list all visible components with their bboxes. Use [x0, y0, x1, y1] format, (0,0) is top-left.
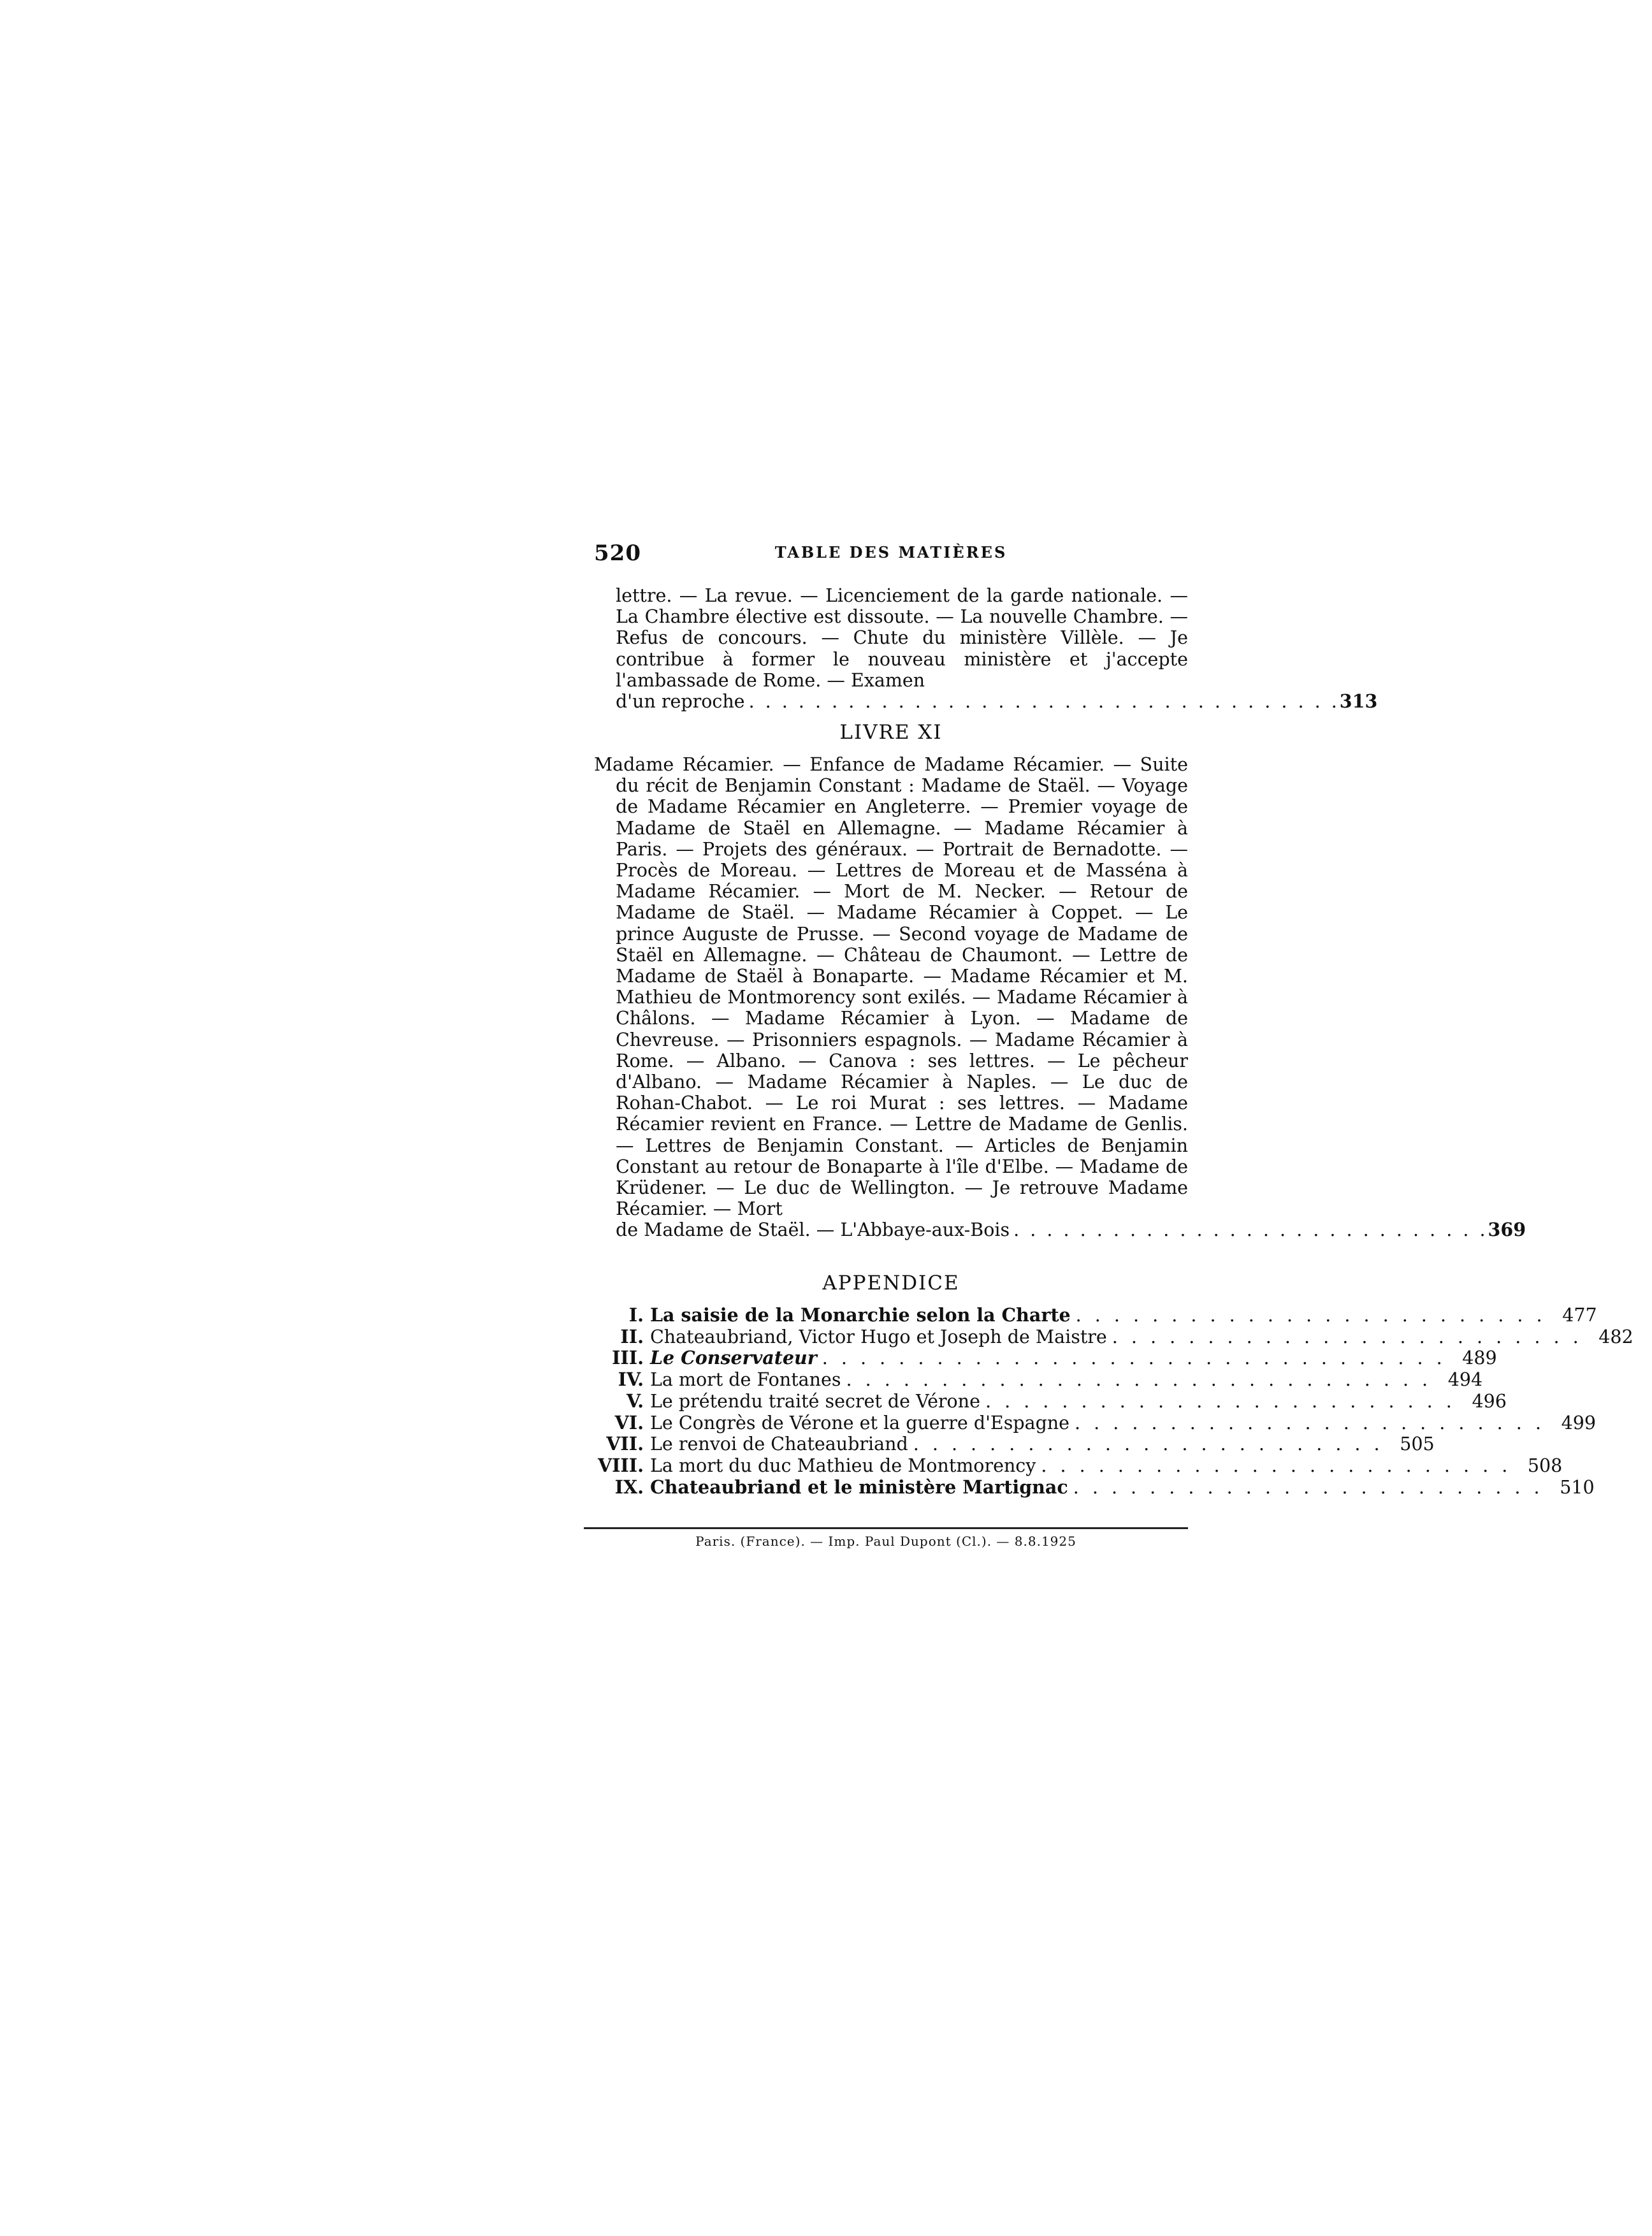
chapter-summary-text: lettre. — La revue. — Licenciement de la garde nationale. — La Chambre élective est dissoute. — La nouvelle Chambre. — Refus de concours. — Chute du ministère Villèle. — Je contribue à former le nouveau ministère et j'accepte l'ambassade de Rome. — Examen — [616, 585, 1188, 691]
appendix-item-number: IX. — [614, 1476, 644, 1498]
livre-heading: LIVRE XI — [839, 721, 943, 744]
appendix-item — [585, 1368, 1483, 1391]
dot-leader: . . . . . . . . . . . . . . . . . . . . . . . . . — [913, 1434, 1384, 1455]
appendix-item-page: 482 — [1598, 1326, 1634, 1347]
appendix-item-page: 496 — [1472, 1390, 1507, 1412]
appendix-item-number: IV. — [618, 1368, 644, 1391]
page-reference: 369 — [1488, 1219, 1526, 1241]
dot-leader: . . . . . . . . . . . . . . . . . . . . . . . . . — [1075, 1412, 1545, 1434]
appendix-item-number: I. — [628, 1304, 644, 1326]
dot-leader: . . . . . . . . . . . . . . . . . . . . . . . . . — [985, 1390, 1456, 1412]
appendix-item-title: La mort de Fontanes — [650, 1369, 841, 1391]
dot-leader: . . . . . . . . . . . . . . . . . . . . . . . . . . . . . . . — [846, 1369, 1432, 1391]
appendix-item-title: Le prétendu traité secret de Vérone — [650, 1390, 980, 1412]
appendix-item-title: Le Conservateur — [650, 1347, 817, 1369]
appendix-item-number: III. — [612, 1347, 644, 1369]
appendix-item — [585, 1433, 1435, 1455]
appendix-item — [585, 1390, 1507, 1412]
appendix-item — [585, 1454, 1563, 1477]
page-reference: 313 — [1339, 690, 1378, 713]
appendix-item-title: La saisie de la Monarchie selon la Charte — [650, 1304, 1071, 1326]
chapter-summary-last-text: d'un reproche — [616, 691, 745, 713]
appendix-item — [585, 1325, 1634, 1348]
appendix-item-title: Le renvoi de Chateaubriand — [650, 1434, 908, 1455]
colophon-rule — [584, 1527, 1188, 1529]
livre-summary-text: Madame Récamier. — Enfance de Madame Récamier. — Suite du récit de Benjamin Constant : Madame de Staël. — Voyage de Madame Récamier en Angleterre. — Premier voyage de Madame de Staël en Allemagne. — Madame Récamier à Paris. — Projets des généraux. — Portrait de Bernadotte. — Procès de Moreau. — Lettres de Moreau et de Masséna à Madame Récamier. — Mort de M. Necker. — Retour de Madame de Staël. — Madame Récamier à Coppet. — Le prince Auguste de Prusse. — Second voyage de Madame de Staël en Allemagne. — Château de Chaumont. — Lettre de Madame de Staël à Bonaparte. — Madame Récamier et M. Mathieu de Montmorency sont exilés. — Madame Récamier à Châlons. — Madame Récamier à Lyon. — Madame de Chevreuse. — Prisonniers espagnols. — Madame Récamier à Rome. — Albano. — Canova : ses lettres. — Le pêcheur d'Albano. — Madame Récamier à Naples. — Le duc de Rohan-Chabot. — Le roi Murat : ses lettres. — Madame Récamier revient en France. — Lettre de Madame de Genlis. — Lettres de Benjamin Constant. — Articles de Benjamin Constant au retour de Bonaparte à l'île d'Elbe. — Madame de Krüdener. — Le duc de Wellington. — Je retrouve Madame Récamier. — Mort — [594, 754, 1188, 1220]
appendix-item-page: 477 — [1562, 1305, 1597, 1326]
chapter-summary-continuation — [616, 585, 1378, 713]
appendix-heading: APPENDICE — [822, 1272, 960, 1295]
livre-summary-last-text: de Madame de Staël. — L'Abbaye-aux-Bois — [616, 1219, 1010, 1241]
appendix-item-page: 499 — [1561, 1412, 1596, 1434]
appendix-item-title: Chateaubriand et le ministère Martignac — [650, 1476, 1068, 1498]
appendix-item — [585, 1476, 1595, 1499]
dot-leader: . . . . . . . . . . . . . . . . . . . . . . . . . — [1073, 1476, 1544, 1498]
dot-leader: . . . . . . . . . . . . . . . . . . . . . . . . . . . . . . . . . — [822, 1347, 1446, 1369]
appendix-item-number: VIII. — [597, 1454, 644, 1476]
livre-summary — [594, 754, 1526, 1241]
dot-leader: . . . . . . . . . . . . . . . . . . . . . . . . . — [1075, 1305, 1546, 1326]
appendix-item-number: V. — [626, 1390, 644, 1412]
appendix-item-number: II. — [620, 1325, 644, 1347]
appendix-item — [585, 1347, 1497, 1369]
page-header — [594, 541, 1188, 566]
dot-leader: . . . . . . . . . . . . . . . . . . . . . . . . . — [1112, 1326, 1583, 1347]
page-number: 520 — [594, 541, 641, 566]
appendix-item-title: Le Congrès de Vérone et la guerre d'Espagne — [650, 1412, 1070, 1434]
running-title: TABLE DES MATIÈRES — [774, 543, 1008, 562]
appendix-item-page: 494 — [1447, 1369, 1483, 1391]
appendix-item-title: Chateaubriand, Victor Hugo et Joseph de Maistre — [650, 1326, 1107, 1347]
appendix-item-title: La mort du duc Mathieu de Montmorency — [650, 1455, 1036, 1476]
appendix-item-page: 508 — [1527, 1455, 1563, 1476]
dot-leader: . . . . . . . . . . . . . . . . . . . . . . . . . . . . . — [1013, 1219, 1488, 1241]
printer-colophon: Paris. (France). — Imp. Paul Dupont (Cl.). — 8.8.1925 — [695, 1534, 1076, 1549]
dot-leader: . . . . . . . . . . . . . . . . . . . . . . . . . — [1041, 1455, 1512, 1476]
appendix-list — [585, 1304, 1634, 1498]
chapter-summary-last-line — [616, 690, 1378, 713]
appendix-item-page: 505 — [1400, 1434, 1435, 1455]
appendix-item — [585, 1411, 1596, 1434]
appendix-item — [585, 1304, 1597, 1326]
appendix-item-page: 489 — [1462, 1347, 1497, 1369]
appendix-item-number: VI. — [614, 1411, 644, 1434]
livre-summary-last-line — [594, 1219, 1526, 1241]
appendix-item-number: VII. — [606, 1433, 644, 1455]
appendix-item-page: 510 — [1560, 1476, 1595, 1498]
dot-leader: . . . . . . . . . . . . . . . . . . . . . . . . . . . . . . . . . . . . — [748, 691, 1340, 713]
